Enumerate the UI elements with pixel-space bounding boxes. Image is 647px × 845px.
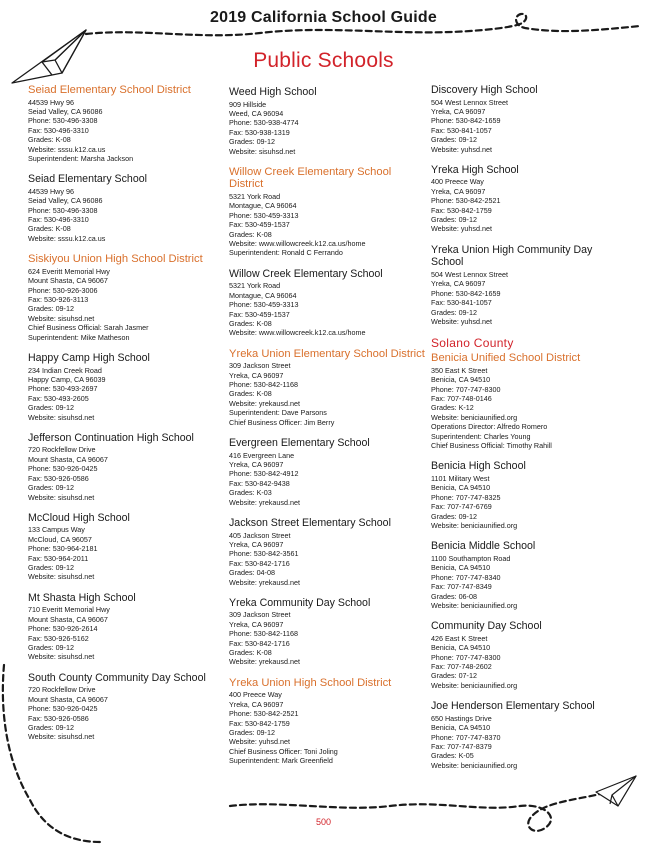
district-name: Siskiyou Union High School District xyxy=(28,253,203,266)
entry-detail-line: Superintendent: Charles Young xyxy=(431,431,531,441)
entry-detail-line: Fax: 707-747-8379 xyxy=(431,742,492,751)
entry-detail-line: Phone: 530-459-3313 xyxy=(229,210,299,220)
entry-detail-line: Grades: 09-12 xyxy=(431,215,477,225)
entry-detail-line: Seiad Valley, CA 96086 xyxy=(28,106,103,116)
entry-detail-line: Grades: 09-12 xyxy=(28,304,74,314)
school-name: McCloud High School xyxy=(28,511,130,524)
entry-detail-line: Phone: 530-842-2521 xyxy=(431,196,501,206)
school-entry xyxy=(431,620,627,690)
entry-detail-line: Fax: 530-964-2011 xyxy=(28,553,89,563)
entry-detail-line: Superintendent: Marsha Jackson xyxy=(28,153,134,163)
column-2 xyxy=(229,86,425,776)
entry-detail-line: Grades: 09-12 xyxy=(28,403,74,413)
entry-detail-line: Grades: K-03 xyxy=(229,488,272,498)
entry-detail-line: Fax: 530-459-1537 xyxy=(229,220,290,230)
entry-detail-line: Website: beniciaunified.org xyxy=(431,412,518,422)
entry-detail-line: Yreka, CA 96097 xyxy=(229,619,284,629)
entry-detail-line: Website: www.willowcreek.k12.ca.us/home xyxy=(229,328,366,338)
entry-detail-line: Website: sisuhsd.net xyxy=(28,572,95,582)
school-entry xyxy=(28,352,224,422)
school-name: Weed High School xyxy=(229,86,317,98)
entry-detail-line: Chief Business Official: Timothy Rahill xyxy=(431,441,552,451)
school-name: Benicia High School xyxy=(431,460,526,473)
district-name: Willow Creek Elementary School District xyxy=(229,165,392,191)
entry-detail-line: Website: yrekausd.net xyxy=(229,657,300,667)
school-entry xyxy=(431,84,627,154)
entry-detail-line: Website: sssu.k12.ca.us xyxy=(28,144,106,154)
entry-detail-line: Website: beniciaunified.org xyxy=(431,521,518,530)
entry-detail-line: Fax: 707-748-2602 xyxy=(431,662,492,672)
entry-detail-line: Fax: 707-747-8349 xyxy=(431,582,492,592)
entry-detail-line: Website: yuhsd.net xyxy=(431,224,492,234)
school-entry xyxy=(431,540,627,610)
entry-detail-line: 309 Jackson Street xyxy=(229,610,291,620)
entry-detail-line: Website: sisuhsd.net xyxy=(28,652,95,662)
entry-detail-line: Phone: 530-842-1659 xyxy=(431,288,501,298)
entry-detail-line: Phone: 530-926-3006 xyxy=(28,285,98,295)
entry-detail-line: Grades: 09-12 xyxy=(28,483,74,493)
school-name: South County Community Day School xyxy=(28,671,206,684)
entry-detail-line: Mount Shasta, CA 96067 xyxy=(28,694,108,704)
entry-detail-line: Benicia, CA 94510 xyxy=(431,375,491,385)
entry-detail-line: 720 Rockfellow Drive xyxy=(28,445,96,455)
school-entry xyxy=(229,517,425,587)
school-name: Community Day School xyxy=(431,620,542,633)
entry-detail-line: Operations Director: Alfredo Romero xyxy=(431,422,548,432)
entry-detail-line: Superintendent: Dave Parsons xyxy=(229,408,327,418)
entry-detail-line: Montague, CA 96064 xyxy=(229,290,297,300)
entry-detail-line: Fax: 530-841-1057 xyxy=(431,298,492,308)
entry-detail-line: Chief Business Officer: Toni Joling xyxy=(229,746,338,756)
entry-detail-line: 5321 York Road xyxy=(229,281,281,291)
entry-detail-line: Chief Business Officer: Jim Berry xyxy=(229,417,335,427)
entry-detail-line: Website: yuhsd.net xyxy=(229,737,290,747)
entry-detail-line: Grades: 09-12 xyxy=(229,728,275,737)
school-entry xyxy=(229,437,425,507)
entry-detail-line: Fax: 530-493-2605 xyxy=(28,393,89,403)
entry-detail-line: Grades: 09-12 xyxy=(28,722,74,732)
entry-detail-line: Phone: 530-842-1659 xyxy=(431,116,501,126)
entry-detail-line: Chief Business Official: Sarah Jasmer xyxy=(28,323,149,333)
entry-detail-line: Website: sisuhsd.net xyxy=(28,732,95,742)
entry-detail-line: Grades: 09-12 xyxy=(28,642,74,652)
district-entry xyxy=(229,677,425,766)
district-entry xyxy=(229,166,425,258)
entry-detail-line: Fax: 530-926-0586 xyxy=(28,473,89,483)
entry-detail-line: Grades: 09-12 xyxy=(28,563,74,573)
entry-detail-line: Fax: 530-496-3310 xyxy=(28,215,89,225)
entry-detail-line: Grades: 07-12 xyxy=(431,671,477,681)
entry-detail-line: 650 Hastings Drive xyxy=(431,713,492,723)
entry-detail-line: Fax: 530-841-1057 xyxy=(431,125,492,135)
school-name: Discovery High School xyxy=(431,84,538,96)
entry-detail-line: Fax: 530-926-0586 xyxy=(28,713,89,723)
school-name: Jefferson Continuation High School xyxy=(28,431,194,444)
entry-detail-line: Website: sisuhsd.net xyxy=(28,313,95,323)
entry-detail-line: Mount Shasta, CA 96067 xyxy=(28,614,108,624)
entry-detail-line: Phone: 530-842-1168 xyxy=(229,380,299,390)
entry-detail-line: 909 Hillside xyxy=(229,99,267,109)
school-name: Joe Henderson Elementary School xyxy=(431,700,595,713)
entry-detail-line: Yreka, CA 96097 xyxy=(431,106,486,116)
entry-detail-line: 133 Campus Way xyxy=(28,525,85,535)
school-entry xyxy=(28,672,224,742)
entry-detail-line: Phone: 530-842-1168 xyxy=(229,629,299,639)
entry-detail-line: Grades: K-08 xyxy=(229,229,272,239)
district-entry xyxy=(28,84,224,163)
school-entry xyxy=(431,700,627,770)
entry-detail-line: Website: beniciaunified.org xyxy=(431,760,518,770)
entry-detail-line: Website: yrekausd.net xyxy=(229,577,300,587)
entry-detail-line: 400 Preece Way xyxy=(229,690,282,700)
school-entry xyxy=(229,268,425,338)
school-entry xyxy=(28,432,224,502)
entry-detail-line: Grades: 09-12 xyxy=(431,135,477,145)
entry-detail-line: Grades: 06-08 xyxy=(431,591,477,601)
school-name: Yreka Community Day School xyxy=(229,596,371,609)
entry-detail-line: Seiad Valley, CA 96086 xyxy=(28,196,103,206)
entry-detail-line: 44539 Hwy 96 xyxy=(28,97,74,107)
district-name: Yreka Union Elementary School District xyxy=(229,347,425,360)
entry-detail-line: Phone: 530-938-4774 xyxy=(229,118,299,128)
school-name: Evergreen Elementary School xyxy=(229,437,370,450)
paper-airplane-icon xyxy=(596,776,636,806)
entry-detail-line: Grades: K-12 xyxy=(431,403,474,413)
school-name: Yreka Union High Community Day School xyxy=(431,243,593,269)
entry-detail-line: Phone: 530-496-3308 xyxy=(28,205,98,215)
entry-detail-line: Website: www.willowcreek.k12.ca.us/home xyxy=(229,238,366,248)
entry-detail-line: Grades: 09-12 xyxy=(229,137,275,147)
entry-detail-line: Fax: 530-926-5162 xyxy=(28,633,89,643)
county-heading: Solano County xyxy=(431,336,514,351)
entry-detail-line: Grades: K-08 xyxy=(28,135,71,145)
entry-detail-line: 416 Evergreen Lane xyxy=(229,450,295,460)
section-title: Public Schools xyxy=(253,49,394,72)
entry-detail-line: 710 Everitt Memorial Hwy xyxy=(28,605,110,615)
school-entry xyxy=(431,460,627,530)
entry-detail-line: Yreka, CA 96097 xyxy=(431,279,486,289)
entry-detail-line: Website: yuhsd.net xyxy=(431,144,492,154)
school-entry xyxy=(229,86,425,156)
entry-detail-line: Grades: 09-12 xyxy=(431,307,477,317)
school-entry xyxy=(28,173,224,243)
entry-detail-line: 504 West Lennox Street xyxy=(431,269,508,279)
entry-detail-line: Fax: 530-842-1759 xyxy=(431,205,492,215)
entry-detail-line: Mount Shasta, CA 96067 xyxy=(28,276,108,286)
entry-detail-line: Weed, CA 96094 xyxy=(229,108,284,118)
entry-detail-line: Website: yuhsd.net xyxy=(431,316,492,326)
entry-detail-line: Yreka, CA 96097 xyxy=(229,699,284,709)
entry-detail-line: 624 Everitt Memorial Hwy xyxy=(28,266,110,276)
school-name: Benicia Middle School xyxy=(431,540,536,553)
entry-detail-line: 720 Rockfellow Drive xyxy=(28,685,96,695)
school-name: Yreka High School xyxy=(431,163,519,176)
entry-detail-line: Fax: 707-747-6769 xyxy=(431,502,492,512)
school-name: Happy Camp High School xyxy=(28,352,150,365)
entry-detail-line: Website: yrekausd.net xyxy=(229,497,300,507)
school-entry xyxy=(229,597,425,667)
school-entry xyxy=(431,164,627,234)
entry-detail-line: Phone: 707-747-8300 xyxy=(431,384,501,394)
entry-detail-line: Website: beniciaunified.org xyxy=(431,680,518,690)
entry-detail-line: Grades: 09-12 xyxy=(431,511,477,521)
entry-detail-line: Grades: K-05 xyxy=(431,751,474,761)
entry-detail-line: Yreka, CA 96097 xyxy=(229,459,284,469)
entry-detail-line: Yreka, CA 96097 xyxy=(229,539,284,549)
entry-detail-line: Phone: 530-926-2614 xyxy=(28,624,98,634)
entry-detail-line: Yreka, CA 96097 xyxy=(229,370,284,380)
entry-detail-line: Grades: K-08 xyxy=(229,389,272,399)
entry-detail-line: Phone: 530-496-3308 xyxy=(28,116,98,126)
district-name: Benicia Unified School District xyxy=(431,352,581,365)
entry-detail-line: Grades: K-08 xyxy=(229,648,272,658)
entry-detail-line: 1100 Southampton Road xyxy=(431,553,511,563)
entry-detail-line: Phone: 530-842-3561 xyxy=(229,549,299,559)
entry-detail-line: Phone: 707-747-8300 xyxy=(431,652,501,662)
entry-detail-line: Website: sssu.k12.ca.us xyxy=(28,233,106,243)
school-entry xyxy=(28,512,224,582)
district-entry xyxy=(28,253,224,342)
entry-detail-line: Fax: 530-459-1537 xyxy=(229,309,290,319)
column-1 xyxy=(28,84,224,752)
entry-detail-line: Mount Shasta, CA 96067 xyxy=(28,454,108,464)
column-3 xyxy=(431,84,627,780)
entry-detail-line: Phone: 707-747-8340 xyxy=(431,572,501,582)
entry-detail-line: 350 East K Street xyxy=(431,365,488,375)
entry-detail-line: Phone: 530-964-2181 xyxy=(28,544,98,554)
entry-detail-line: Website: sisuhsd.net xyxy=(229,146,296,156)
entry-detail-line: Phone: 530-926-0425 xyxy=(28,464,98,474)
school-name: Jackson Street Elementary School xyxy=(229,517,391,529)
entry-detail-line: Website: sisuhsd.net xyxy=(28,412,95,422)
entry-detail-line: Montague, CA 96064 xyxy=(229,201,297,211)
school-name: Seiad Elementary School xyxy=(28,173,147,186)
entry-detail-line: Phone: 530-842-2521 xyxy=(229,709,299,719)
school-entry xyxy=(28,592,224,662)
entry-detail-line: McCloud, CA 96057 xyxy=(28,534,92,544)
entry-detail-line: Phone: 707-747-8370 xyxy=(431,732,501,742)
district-name: Seiad Elementary School District xyxy=(28,84,191,96)
entry-detail-line: Grades: K-08 xyxy=(28,224,71,234)
entry-detail-line: 405 Jackson Street xyxy=(229,530,291,540)
entry-detail-line: Fax: 707-748-0146 xyxy=(431,394,492,404)
guide-title: 2019 California School Guide xyxy=(210,9,437,26)
entry-detail-line: Fax: 530-926-3113 xyxy=(28,295,89,304)
school-name: Willow Creek Elementary School xyxy=(229,267,383,280)
entry-detail-line: Benicia, CA 94510 xyxy=(431,643,491,653)
entry-detail-line: 5321 York Road xyxy=(229,191,281,201)
entry-detail-line: Fax: 530-842-1759 xyxy=(229,718,290,728)
district-entry xyxy=(229,348,425,427)
entry-detail-line: Phone: 530-926-0425 xyxy=(28,704,98,714)
entry-detail-line: Superintendent: Ronald C Ferrando xyxy=(229,248,343,258)
entry-detail-line: 1101 Military West xyxy=(431,473,490,483)
entry-detail-line: Fax: 530-938-1319 xyxy=(229,127,290,137)
district-name: Yreka Union High School District xyxy=(229,676,392,689)
entry-detail-line: Website: yrekausd.net xyxy=(229,398,300,408)
entry-detail-line: 309 Jackson Street xyxy=(229,361,291,371)
entry-detail-line: Fax: 530-842-1716 xyxy=(229,638,290,648)
entry-detail-line: Fax: 530-496-3310 xyxy=(28,125,89,135)
entry-detail-line: Happy Camp, CA 96039 xyxy=(28,374,106,384)
entry-detail-line: Yreka, CA 96097 xyxy=(431,186,486,196)
school-entry xyxy=(431,244,627,326)
entry-detail-line: Superintendent: Mark Greenfield xyxy=(229,756,333,766)
entry-detail-line: Benicia, CA 94510 xyxy=(431,483,491,493)
entry-detail-line: Phone: 530-493-2697 xyxy=(28,384,98,394)
entry-detail-line: Benicia, CA 94510 xyxy=(431,723,491,733)
entry-detail-line: Phone: 530-842-4912 xyxy=(229,469,299,479)
entry-detail-line: Fax: 530-842-9438 xyxy=(229,478,290,488)
entry-detail-line: 44539 Hwy 96 xyxy=(28,186,74,196)
district-entry xyxy=(431,336,627,450)
page-number: 500 xyxy=(315,817,332,827)
entry-detail-line: Phone: 530-459-3313 xyxy=(229,300,299,310)
entry-detail-line: Grades: K-08 xyxy=(229,318,272,328)
entry-detail-line: Grades: 04-08 xyxy=(229,568,275,578)
entry-detail-line: Phone: 707-747-8325 xyxy=(431,492,501,502)
entry-detail-line: Benicia, CA 94510 xyxy=(431,563,491,573)
entry-detail-line: 400 Preece Way xyxy=(431,177,484,187)
entry-detail-line: Website: beniciaunified.org xyxy=(431,600,518,610)
entry-detail-line: 234 Indian Creek Road xyxy=(28,365,102,375)
entry-detail-line: Fax: 530-842-1716 xyxy=(229,558,290,568)
entry-detail-line: 426 East K Street xyxy=(431,633,488,643)
entry-detail-line: Website: sisuhsd.net xyxy=(28,492,95,502)
school-name: Mt Shasta High School xyxy=(28,591,136,604)
entry-detail-line: 504 West Lennox Street xyxy=(431,97,508,107)
entry-detail-line: Superintendent: Mike Matheson xyxy=(28,332,130,342)
